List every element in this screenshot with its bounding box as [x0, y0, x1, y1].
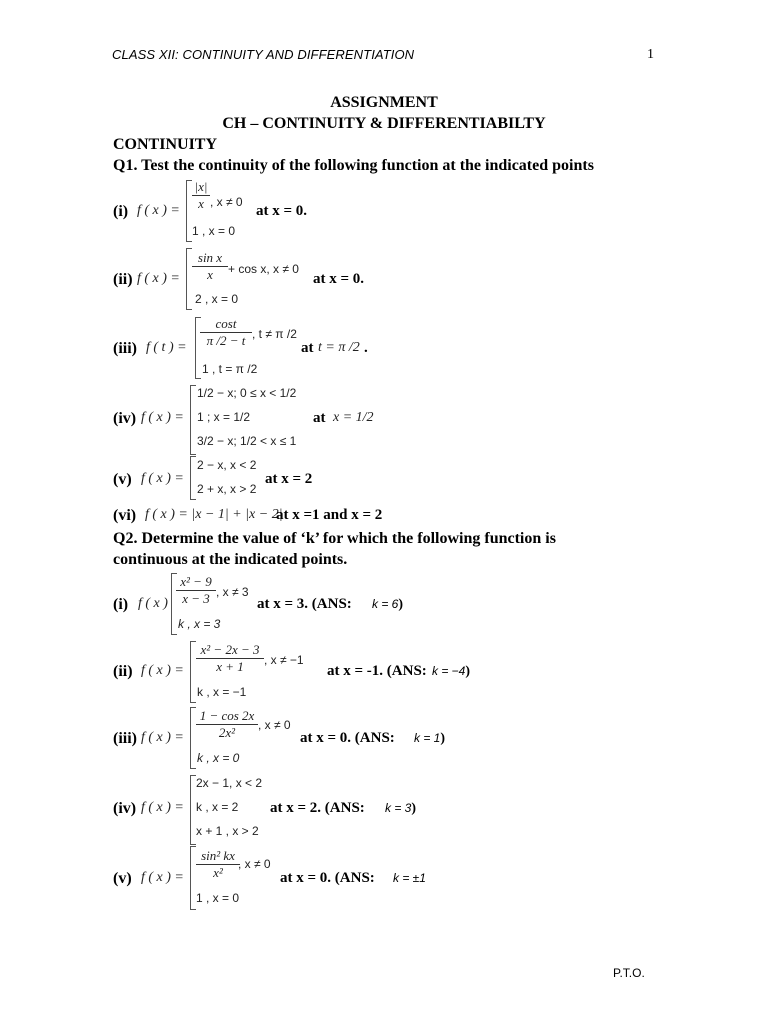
case-condition: , x ≠ 3: [216, 585, 249, 599]
indicated-point: at x = -1. (ANS:: [327, 663, 427, 679]
indicated-point: at x = 3. (ANS:: [257, 596, 352, 612]
case-1: 2 − x, x < 2: [197, 458, 257, 472]
q2-heading-line-2: continuous at the indicated points.: [113, 551, 348, 568]
answer-value: k = −4: [432, 664, 466, 678]
section-heading: CONTINUITY: [113, 136, 218, 153]
indicated-point: at x = 0.: [256, 203, 308, 219]
item-label: (iv): [113, 410, 137, 427]
case-2: k , x = −1: [197, 685, 247, 699]
function-lhs: f ( x ) =: [141, 870, 184, 885]
period: .: [364, 340, 368, 356]
denominator: x: [198, 196, 204, 211]
fraction: [196, 642, 264, 675]
answer: [372, 597, 403, 613]
numerator: sin² kx: [196, 848, 240, 865]
case-1: 1/2 − x; 0 ≤ x < 1/2: [197, 386, 297, 400]
numerator: cost: [200, 316, 252, 333]
running-header: CLASS XII: CONTINUITY AND DIFFERENTIATION: [112, 47, 415, 62]
indicated-point: at x = 2. (ANS:: [270, 800, 365, 816]
case-2: 1 , t = π /2: [202, 362, 258, 376]
function-lhs: f ( t ) =: [146, 340, 187, 355]
function-lhs: f ( x ) =: [141, 471, 184, 486]
function-lhs: f ( x ): [138, 596, 168, 611]
item-label: (v): [113, 471, 132, 488]
case-2: 2 , x = 0: [195, 292, 239, 306]
answer-close: ): [440, 731, 446, 746]
indicated-point-label: at: [301, 340, 314, 356]
item-label: (i): [113, 596, 129, 613]
item-label: (iv): [113, 800, 137, 817]
case-2: 1 , x = 0: [196, 891, 240, 905]
function-lhs: f ( x ) =: [141, 730, 184, 745]
indicated-point: at x = 0. (ANS:: [280, 870, 375, 886]
indicated-point-value: t = π /2: [318, 340, 360, 355]
item-label: (iii): [113, 340, 137, 357]
case-2: 1 ; x = 1/2: [197, 410, 251, 424]
chapter-title: CH – CONTINUITY & DIFFERENTIABILTY: [222, 115, 546, 132]
case-condition: , t ≠ π /2: [252, 327, 297, 341]
case-condition: , x ≠ 0: [238, 857, 271, 871]
item-label: (vi): [113, 507, 137, 524]
denominator: x − 3: [182, 591, 210, 606]
case-condition: , x ≠ 0: [210, 195, 243, 209]
case-condition: , x ≠ −1: [264, 653, 304, 667]
case-2: 2 + x, x > 2: [197, 482, 257, 496]
answer: [393, 871, 426, 887]
case-condition: + cos x, x ≠ 0: [228, 262, 299, 276]
numerator: x² − 9: [176, 574, 216, 591]
assignment-title: ASSIGNMENT: [330, 94, 438, 111]
indicated-point-label: at: [313, 410, 326, 426]
page-number: 1: [647, 47, 654, 62]
answer: [414, 731, 445, 747]
indicated-point-value: x = 1/2: [333, 410, 374, 425]
answer-close: ): [398, 597, 404, 612]
indicated-point: at x = 0. (ANS:: [300, 730, 395, 746]
fraction: [196, 708, 258, 741]
item-label: (ii): [113, 663, 133, 680]
fraction: [200, 316, 252, 349]
item-label: (v): [113, 870, 132, 887]
page-turn-note: P.T.O.: [613, 966, 645, 980]
case-2: k , x = 2: [196, 800, 239, 814]
indicated-point: at x =1 and x = 2: [276, 507, 383, 523]
answer-value: k = ±1: [393, 871, 426, 885]
case-condition: , x ≠ 0: [258, 718, 291, 732]
indicated-point: at x = 0.: [313, 271, 365, 287]
function-lhs: f ( x ) = |x − 1| + |x − 2|: [145, 507, 283, 522]
function-lhs: f ( x ) =: [141, 410, 184, 425]
case-2: 1 , x = 0: [192, 224, 236, 238]
denominator: x: [207, 267, 213, 282]
item-label: (ii): [113, 271, 133, 288]
piecewise-brace: [190, 456, 196, 500]
function-lhs: f ( x ) =: [137, 271, 180, 286]
answer-value: k = 6: [372, 597, 399, 611]
item-label: (iii): [113, 730, 137, 747]
fraction: [192, 179, 210, 212]
function-lhs: f ( x ) =: [141, 663, 184, 678]
denominator: x + 1: [216, 659, 244, 674]
denominator: x²: [213, 865, 223, 880]
case-3: 3/2 − x; 1/2 < x ≤ 1: [197, 434, 297, 448]
case-1: 2x − 1, x < 2: [196, 776, 263, 790]
denominator: 2x²: [218, 725, 236, 740]
q1-heading: Q1. Test the continuity of the following function at the indicated points: [113, 157, 594, 174]
case-3: x + 1 , x > 2: [196, 824, 259, 838]
q2-heading-line-1: Q2. Determine the value of ‘k’ for which the following function is: [113, 530, 556, 547]
answer: [432, 664, 470, 680]
fraction: [192, 250, 228, 283]
answer-value: k = 3: [385, 801, 412, 815]
answer-close: ): [465, 664, 471, 679]
function-lhs: f ( x ) =: [141, 800, 184, 815]
numerator: x² − 2x − 3: [196, 642, 264, 659]
case-2: k , x = 0: [197, 751, 240, 765]
function-lhs: f ( x ) =: [137, 203, 180, 218]
item-label: (i): [113, 203, 129, 220]
answer: [385, 801, 416, 817]
denominator: π /2 − t: [206, 333, 246, 348]
numerator: sin x: [192, 250, 228, 267]
answer-close: ): [411, 801, 417, 816]
numerator: 1 − cos 2x: [196, 708, 258, 725]
answer-value: k = 1: [414, 731, 441, 745]
fraction: [196, 848, 240, 881]
piecewise-brace: [190, 385, 196, 455]
fraction: [176, 574, 216, 607]
numerator: |x|: [192, 179, 210, 196]
indicated-point: at x = 2: [265, 471, 313, 487]
case-2: k , x = 3: [178, 617, 221, 631]
